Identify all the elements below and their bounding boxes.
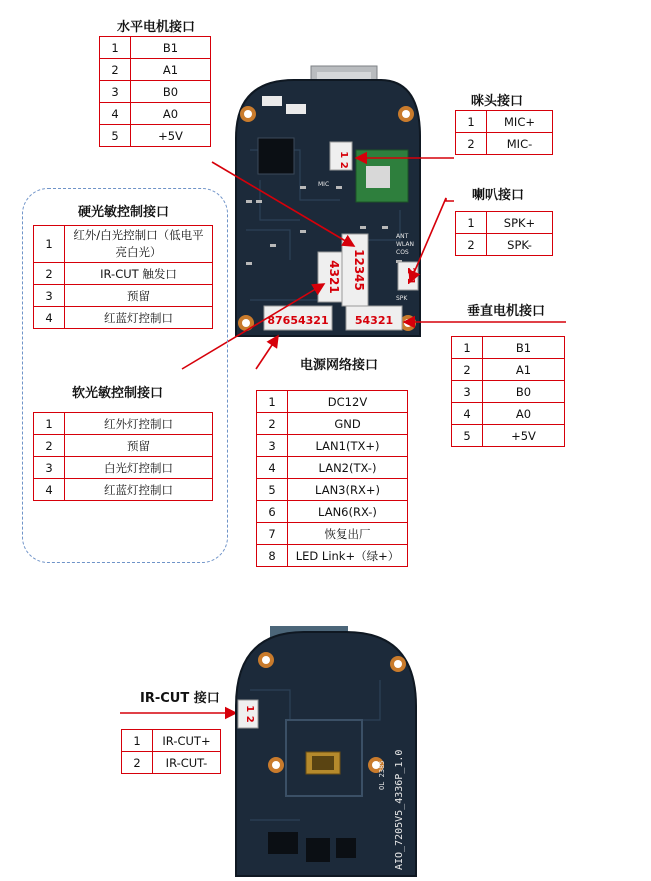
pin-function: IR-CUT+ xyxy=(153,730,221,752)
speaker-connector-label: 2 1 xyxy=(405,267,416,285)
soc-chip xyxy=(258,138,294,174)
pin-function: SPK- xyxy=(487,234,553,256)
pin-number: 1 xyxy=(257,391,288,413)
pin-number: 3 xyxy=(34,457,65,479)
soft-light-table xyxy=(33,412,213,501)
revision-silkscreen: OL 2385 xyxy=(378,760,386,790)
pin-number: 1 xyxy=(34,226,65,263)
bottom-chip-2 xyxy=(306,838,330,862)
pin-row xyxy=(100,81,211,103)
power-network-connector-label: 87654321 xyxy=(267,314,329,327)
pin-function: 红蓝灯控制口 xyxy=(65,479,213,501)
power-network-table xyxy=(256,390,408,567)
pin-number: 7 xyxy=(257,523,288,545)
pin-row xyxy=(257,457,408,479)
pin-number: 4 xyxy=(257,457,288,479)
arrow-power-network xyxy=(256,336,278,369)
pin-number: 3 xyxy=(257,435,288,457)
pin-number: 1 xyxy=(452,337,483,359)
pin-row xyxy=(257,413,408,435)
pin-row xyxy=(456,234,553,256)
pin-row xyxy=(34,307,213,329)
speaker-table xyxy=(455,211,553,256)
pin-number: 2 xyxy=(452,359,483,381)
pin-row xyxy=(100,103,211,125)
mic-table xyxy=(455,110,553,155)
pin-function: A1 xyxy=(483,359,565,381)
power-network-title: 电源网络接口 xyxy=(300,358,379,373)
pin-row xyxy=(257,501,408,523)
model-silkscreen: AIO_7205V5_4336P_1.0 xyxy=(394,749,405,870)
pin-function: B0 xyxy=(131,81,211,103)
pin-number: 1 xyxy=(456,111,487,133)
soft-light-title: 软光敏控制接口 xyxy=(72,386,164,401)
pin-number: 4 xyxy=(452,403,483,425)
pin-function: DC12V xyxy=(288,391,408,413)
horizontal-motor-title: 水平电机接口 xyxy=(117,20,196,35)
pin-number: 2 xyxy=(100,59,131,81)
pin-number: 5 xyxy=(452,425,483,447)
pin-row xyxy=(456,212,553,234)
pin-function: A0 xyxy=(483,403,565,425)
pin-row xyxy=(122,730,221,752)
pin-number: 2 xyxy=(34,263,65,285)
pin-function: 红外灯控制口 xyxy=(65,413,213,435)
pin-function: SPK+ xyxy=(487,212,553,234)
pin-row xyxy=(122,752,221,774)
pin-number: 5 xyxy=(100,125,131,147)
mic-title: 咪头接口 xyxy=(471,94,524,109)
pin-row xyxy=(257,545,408,567)
pin-number: 1 xyxy=(122,730,153,752)
pin-row xyxy=(100,37,211,59)
pin-row xyxy=(34,285,213,307)
pin-number: 1 xyxy=(34,413,65,435)
pin-number: 3 xyxy=(452,381,483,403)
pin-function: A1 xyxy=(131,59,211,81)
pin-function: B1 xyxy=(131,37,211,59)
pin-row xyxy=(456,133,553,155)
pin-function: B0 xyxy=(483,381,565,403)
vertical-motor-connector-label: 54321 xyxy=(354,314,394,327)
pin-row xyxy=(452,359,565,381)
pin-row xyxy=(34,457,213,479)
pin-function: LED Link+（绿+） xyxy=(288,545,408,567)
pin-row xyxy=(257,435,408,457)
pin-number: 1 xyxy=(456,212,487,234)
pin-function: LAN1(TX+) xyxy=(288,435,408,457)
ircut-connector-label: 1 2 xyxy=(244,705,255,723)
pin-number: 2 xyxy=(34,435,65,457)
pin-row xyxy=(257,391,408,413)
pin-row xyxy=(257,523,408,545)
pin-number: 8 xyxy=(257,545,288,567)
pin-number: 1 xyxy=(100,37,131,59)
pin-function: 恢复出厂 xyxy=(288,523,408,545)
sensor-board xyxy=(236,626,416,876)
pin-number: 3 xyxy=(34,285,65,307)
pin-function: IR-CUT 触发口 xyxy=(65,263,213,285)
pin-row xyxy=(34,226,213,263)
pin-number: 3 xyxy=(100,81,131,103)
pin-function: MIC- xyxy=(487,133,553,155)
ircut-title: IR-CUT 接口 xyxy=(140,691,220,706)
pin-number: 6 xyxy=(257,501,288,523)
pin-row xyxy=(452,337,565,359)
pin-row xyxy=(34,263,213,285)
ircut-table xyxy=(121,729,221,774)
silk-ant: ANT xyxy=(396,233,409,240)
pin-function: +5V xyxy=(131,125,211,147)
pin-function: MIC+ xyxy=(487,111,553,133)
pin-function: LAN2(TX-) xyxy=(288,457,408,479)
pin-function: A0 xyxy=(131,103,211,125)
pin-row xyxy=(100,125,211,147)
pin-row xyxy=(257,479,408,501)
pin-row xyxy=(452,425,565,447)
pin-function: LAN6(RX-) xyxy=(288,501,408,523)
pin-number: 2 xyxy=(456,234,487,256)
pin-function: GND xyxy=(288,413,408,435)
pin-function: 白光灯控制口 xyxy=(65,457,213,479)
pin-function: 红蓝灯控制口 xyxy=(65,307,213,329)
bottom-chip-1 xyxy=(268,832,298,854)
pin-function: B1 xyxy=(483,337,565,359)
pin-row xyxy=(452,403,565,425)
speaker-title: 喇叭接口 xyxy=(472,188,525,203)
mic-connector-label: 1 2 xyxy=(338,151,349,169)
pin-number: 2 xyxy=(122,752,153,774)
pin-function: 红外/白光控制口（低电平亮白光） xyxy=(65,226,213,263)
pin-number: 2 xyxy=(257,413,288,435)
silk-mic: MIC xyxy=(318,181,330,188)
hard-light-table xyxy=(33,225,213,329)
silk-wlan: WLAN xyxy=(396,241,415,248)
silk-cos: COS xyxy=(396,249,409,256)
pin-number: 4 xyxy=(34,479,65,501)
pin-row xyxy=(34,479,213,501)
vertical-motor-title: 垂直电机接口 xyxy=(467,304,546,319)
vertical-motor-table xyxy=(451,336,565,447)
hard-light-title: 硬光敏控制接口 xyxy=(78,205,170,220)
pin-function: +5V xyxy=(483,425,565,447)
pin-row xyxy=(34,413,213,435)
horizontal-motor-connector-label: 12345 xyxy=(352,249,366,291)
pin-function: 预留 xyxy=(65,285,213,307)
horizontal-motor-table xyxy=(99,36,211,147)
pin-number: 2 xyxy=(456,133,487,155)
pin-function: IR-CUT- xyxy=(153,752,221,774)
hard-light-connector-label: 4321 xyxy=(327,260,341,294)
pin-function: 预留 xyxy=(65,435,213,457)
pin-number: 4 xyxy=(34,307,65,329)
pin-number: 5 xyxy=(257,479,288,501)
main-board xyxy=(236,66,420,336)
pin-number: 4 xyxy=(100,103,131,125)
pin-row xyxy=(452,381,565,403)
silk-spk: SPK xyxy=(396,295,408,302)
pin-row xyxy=(100,59,211,81)
bottom-chip-3 xyxy=(336,838,356,858)
pin-row xyxy=(456,111,553,133)
pin-function: LAN3(RX+) xyxy=(288,479,408,501)
pin-row xyxy=(34,435,213,457)
